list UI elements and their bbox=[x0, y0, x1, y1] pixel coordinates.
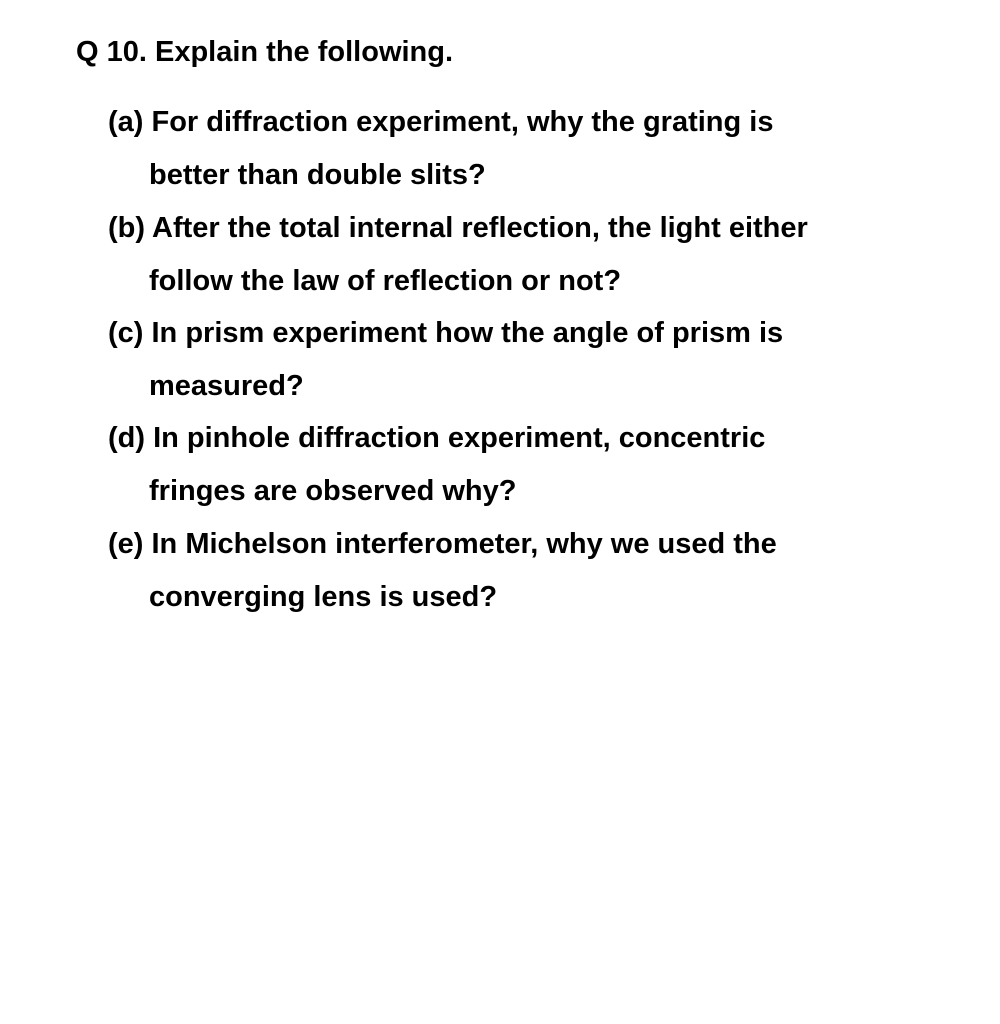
question-part-e bbox=[108, 518, 968, 624]
part-b-line-2: follow the law of reflection or not? bbox=[149, 265, 622, 297]
part-e-line-2: converging lens is used? bbox=[149, 581, 498, 613]
question-title: Q 10. Explain the following. bbox=[76, 36, 454, 68]
question-part-d bbox=[108, 412, 968, 518]
part-a-line-1: (a) For diffraction experiment, why the grating is bbox=[108, 106, 774, 138]
question-part-b bbox=[108, 202, 968, 308]
part-c-line-1: (c) In prism experiment how the angle of prism is bbox=[108, 317, 784, 349]
question-part-a bbox=[108, 96, 968, 202]
part-b-line-1: (b) After the total internal reflection, the light either bbox=[108, 212, 808, 244]
part-e-line-1: (e) In Michelson interferometer, why we used the bbox=[108, 528, 777, 560]
part-a-line-2: better than double slits? bbox=[149, 159, 486, 191]
part-d-line-1: (d) In pinhole diffraction experiment, concentric bbox=[108, 422, 766, 454]
part-c-line-2: measured? bbox=[149, 370, 304, 402]
part-d-line-2: fringes are observed why? bbox=[149, 475, 517, 507]
question-part-c bbox=[108, 307, 968, 413]
